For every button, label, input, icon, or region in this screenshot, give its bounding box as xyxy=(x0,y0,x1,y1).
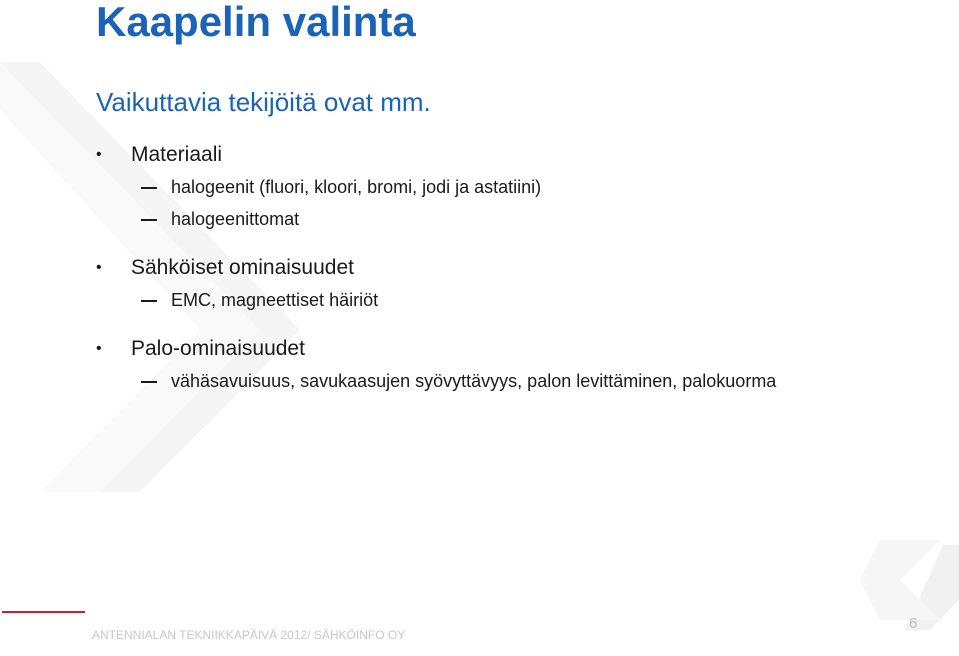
slide-subtitle: Vaikuttavia tekijöitä ovat mm. xyxy=(96,87,431,117)
bullet-label: Sähköiset ominaisuudet xyxy=(131,256,354,279)
bullet-label: Materiaali xyxy=(131,143,223,166)
dash-marker xyxy=(141,219,157,221)
dash-marker xyxy=(141,300,157,302)
bullet-marker: • xyxy=(96,146,102,163)
bullet-marker: • xyxy=(96,259,102,276)
footer-accent-line xyxy=(2,611,85,613)
dash-marker xyxy=(141,187,157,189)
sub-bullet-label: EMC, magneettiset häiriöt xyxy=(171,290,379,310)
sub-bullet-label: vähäsavuisuus, savukaasujen syövyttävyys, palon levittäminen, palokuorma xyxy=(171,371,777,391)
sub-bullet-label: halogeenit (fluori, kloori, bromi, jodi ja astatiini) xyxy=(171,177,542,197)
bullet-label: Palo-ominaisuudet xyxy=(131,337,305,360)
sub-bullet-label: halogeenittomat xyxy=(171,209,300,229)
footer-text: ANTENNIALAN TEKNIIKKAPÄIVÄ 2012/ SÄHKÖINFO OY xyxy=(92,628,406,642)
slide-title: Kaapelin valinta xyxy=(96,0,416,45)
page-number: 6 xyxy=(909,615,918,632)
bullet-marker: • xyxy=(96,340,102,357)
dash-marker xyxy=(141,381,157,383)
